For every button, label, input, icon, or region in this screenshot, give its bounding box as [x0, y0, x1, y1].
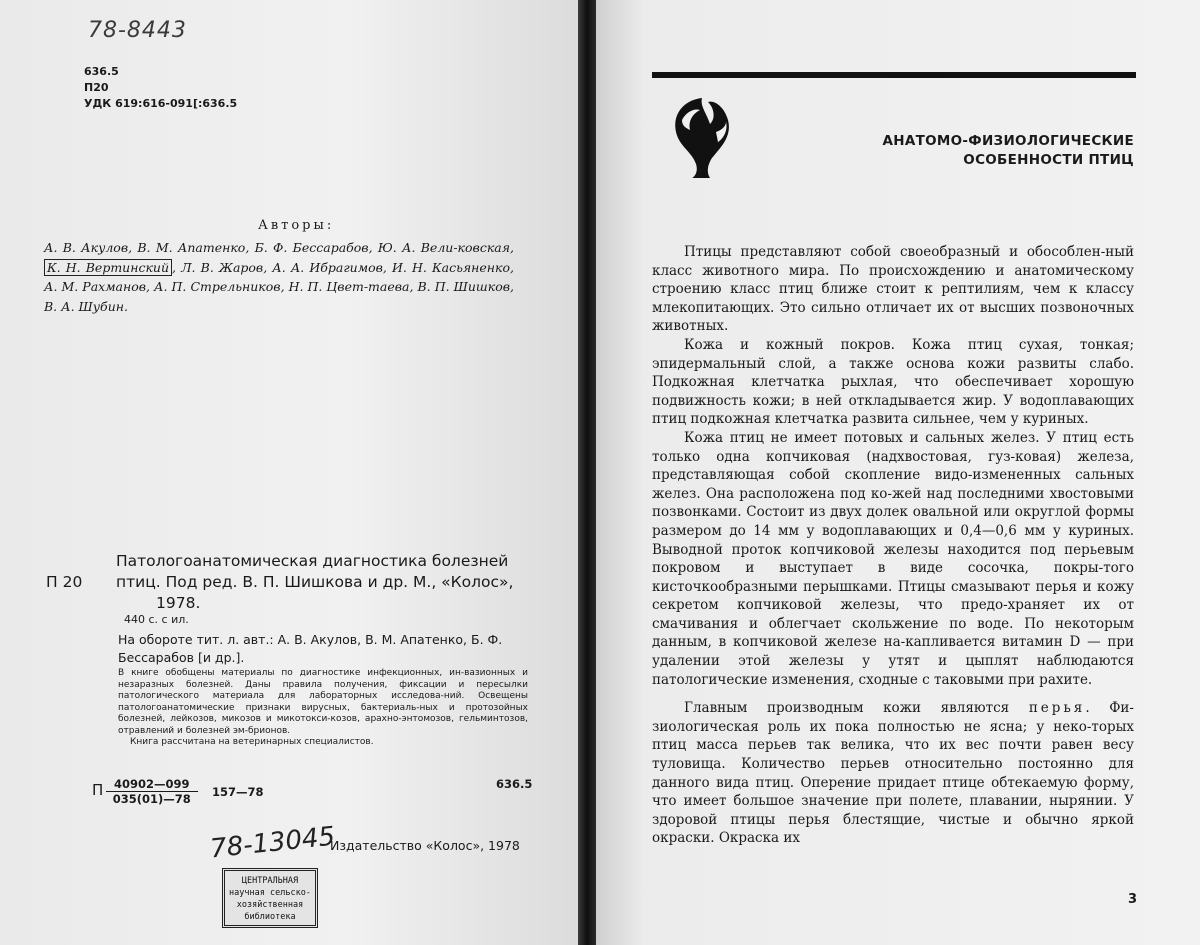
authors-boxed-name: К. Н. Вертинский: [44, 259, 172, 276]
authors-heading: Авторы:: [258, 218, 335, 233]
bib-pages: 440 с. с ил.: [124, 613, 189, 626]
chapter-title-line1: АНАТОМО-ФИЗИОЛОГИЧЕСКИЕ: [882, 133, 1134, 149]
bbk-code: 636.5: [84, 65, 119, 78]
bib-annotation: [118, 668, 528, 749]
chapter-body-text: [652, 243, 1134, 848]
annotation-text: В книге обобщены материалы по диагностике инфекционных, ин-вазионных и незаразных болезней. Даны правила получения, фиксации и пересылки патологического материала для лабораторных исследова-ний. Освещены патологоанатомические признаки вирусных, бактериаль-ных и протозойных болезней, лейкозов, микозов и микотокси-козов, арахно-энтомозов, гельминтозов, отравлений и болезней эм-брионов.: [118, 668, 528, 736]
udc-code: УДК 619:616-091[:636.5: [84, 97, 238, 110]
paragraph-4: [652, 699, 1134, 848]
p4-rest: . Фи-зиологическая роль их пока полностью не ясна; у неко-торых птиц масса перьев так велика, что их вес почти равен весу туловища. Количество перьев относительно постоянно для данного вида птиц. Оперение придает птице обтекаемую форму, что имеет большое значение при полете, плавании, нырянии. У здоровой птицы перья блестящие, чистые и обычно яркой окраски. Окраска их: [652, 700, 1134, 847]
authors-part1: А. В. Акулов, В. М. Апатенко, Б. Ф. Бессарабов, Ю. А. Вели-ковская,: [44, 240, 514, 255]
publisher-line: Издательство «Колос», 1978: [330, 838, 520, 853]
index-udc: 636.5: [496, 777, 533, 791]
index-denominator: 035(01)—78: [112, 792, 191, 806]
paragraph-3: Кожа птиц не имеет потовых и сальных желез. У птиц есть только одна копчиковая (надхвостовая, гуз-ковая) железа, представляющая собой скопление видо-измененных сальных желез. Она расположена под ко-жей над последними хвостовыми позвонками. Состоит из двух долек овальной или округлой формы размером до 14 мм у водоплавающих и 0,4—0,6 мм у куриных. Выводной проток копчиковой железы находится под перьевым покровом и выступает в виде сосочка, покры-того кисточкообразными перышками. Птицы смазывают перья и кожу секретом копчиковой железы, что предо-храняет их от смачивания и облегчает скольжение по воде. По некоторым данным, в копчиковой железе на-капливается витамин D — при удалении этой железы у утят и цыплят наблюдаются патологические изменения, сходные с таковыми при рахите.: [652, 429, 1134, 688]
index-tail: 157—78: [212, 785, 264, 799]
index-letter: П: [92, 781, 104, 799]
left-page: [0, 0, 578, 945]
classification-codes: [84, 64, 237, 112]
index-numerator: 40902—099: [106, 777, 198, 792]
chapter-title: [882, 132, 1134, 170]
book-spine: [578, 0, 596, 945]
paragraph-2: Кожа и кожный покров. Кожа птиц сухая, тонкая; эпидермальный слой, а также основа кожи развиты слабо. Подкожная клетчатка рыхлая, что обеспечивает хорошую подвижность кожи; в ней откладывается жир. У водоплавающих птиц подкожная клетчатка развита сильнее, чем у куриных.: [652, 336, 1134, 428]
stamp-line-1: ЦЕНТРАЛЬНАЯ: [241, 876, 299, 886]
bib-title-line1: Патологоанатомическая диагностика болезней: [116, 552, 509, 570]
authors-list: [44, 238, 514, 316]
chapter-header-rule: [652, 72, 1136, 78]
authors-part2: , Л. В. Жаров, А. А. Ибрагимов, И. Н. Касьяненко, А. М. Рахманов, А. П. Стрельников, Н. П. Цвет-таева, В. П. Шишков, В. А. Шубин.: [44, 259, 514, 314]
handwritten-inventory-number: 78-8443: [88, 18, 187, 43]
chapter-title-line2: ОСОБЕННОСТИ ПТИЦ: [963, 152, 1134, 168]
handwritten-library-number: 78-13045: [208, 821, 337, 865]
audience-text: Книга рассчитана на ветеринарных специалистов.: [130, 737, 374, 747]
index-fraction: [106, 777, 198, 806]
page-number: 3: [1128, 892, 1138, 907]
p4-start: Главным производным кожи являются: [684, 700, 1010, 717]
bib-code: П 20: [46, 573, 83, 591]
stamp-line-3: хозяйственная: [236, 900, 304, 910]
bib-title-line2: птиц. Под ред. В. П. Шишкова и др. М., «Колос»,: [116, 573, 514, 591]
stamp-line-4: библиотека: [244, 912, 296, 922]
p4-spaced-word: перья: [1028, 700, 1086, 717]
bibliographic-title: [40, 551, 528, 614]
paragraph-1: Птицы представляют собой своеобразный и обособлен-ный класс животного мира. По происхождению и анатомическому строению класс птиц ближе стоит к рептилиям, чем к классу млекопитающих. Это сильно отличает их от высших позвоночных животных.: [652, 244, 1134, 335]
bib-reverse-title: На обороте тит. л. авт.: А. В. Акулов, В. М. Апатенко, Б. Ф. Бессарабов [и др.].: [118, 632, 503, 665]
author-mark: П20: [84, 81, 109, 94]
bird-feather-logo-icon: [666, 92, 738, 178]
stamp-line-2: научная сельско-: [229, 888, 311, 898]
library-stamp: [222, 868, 318, 928]
bib-title-line3: 1978.: [156, 594, 201, 612]
